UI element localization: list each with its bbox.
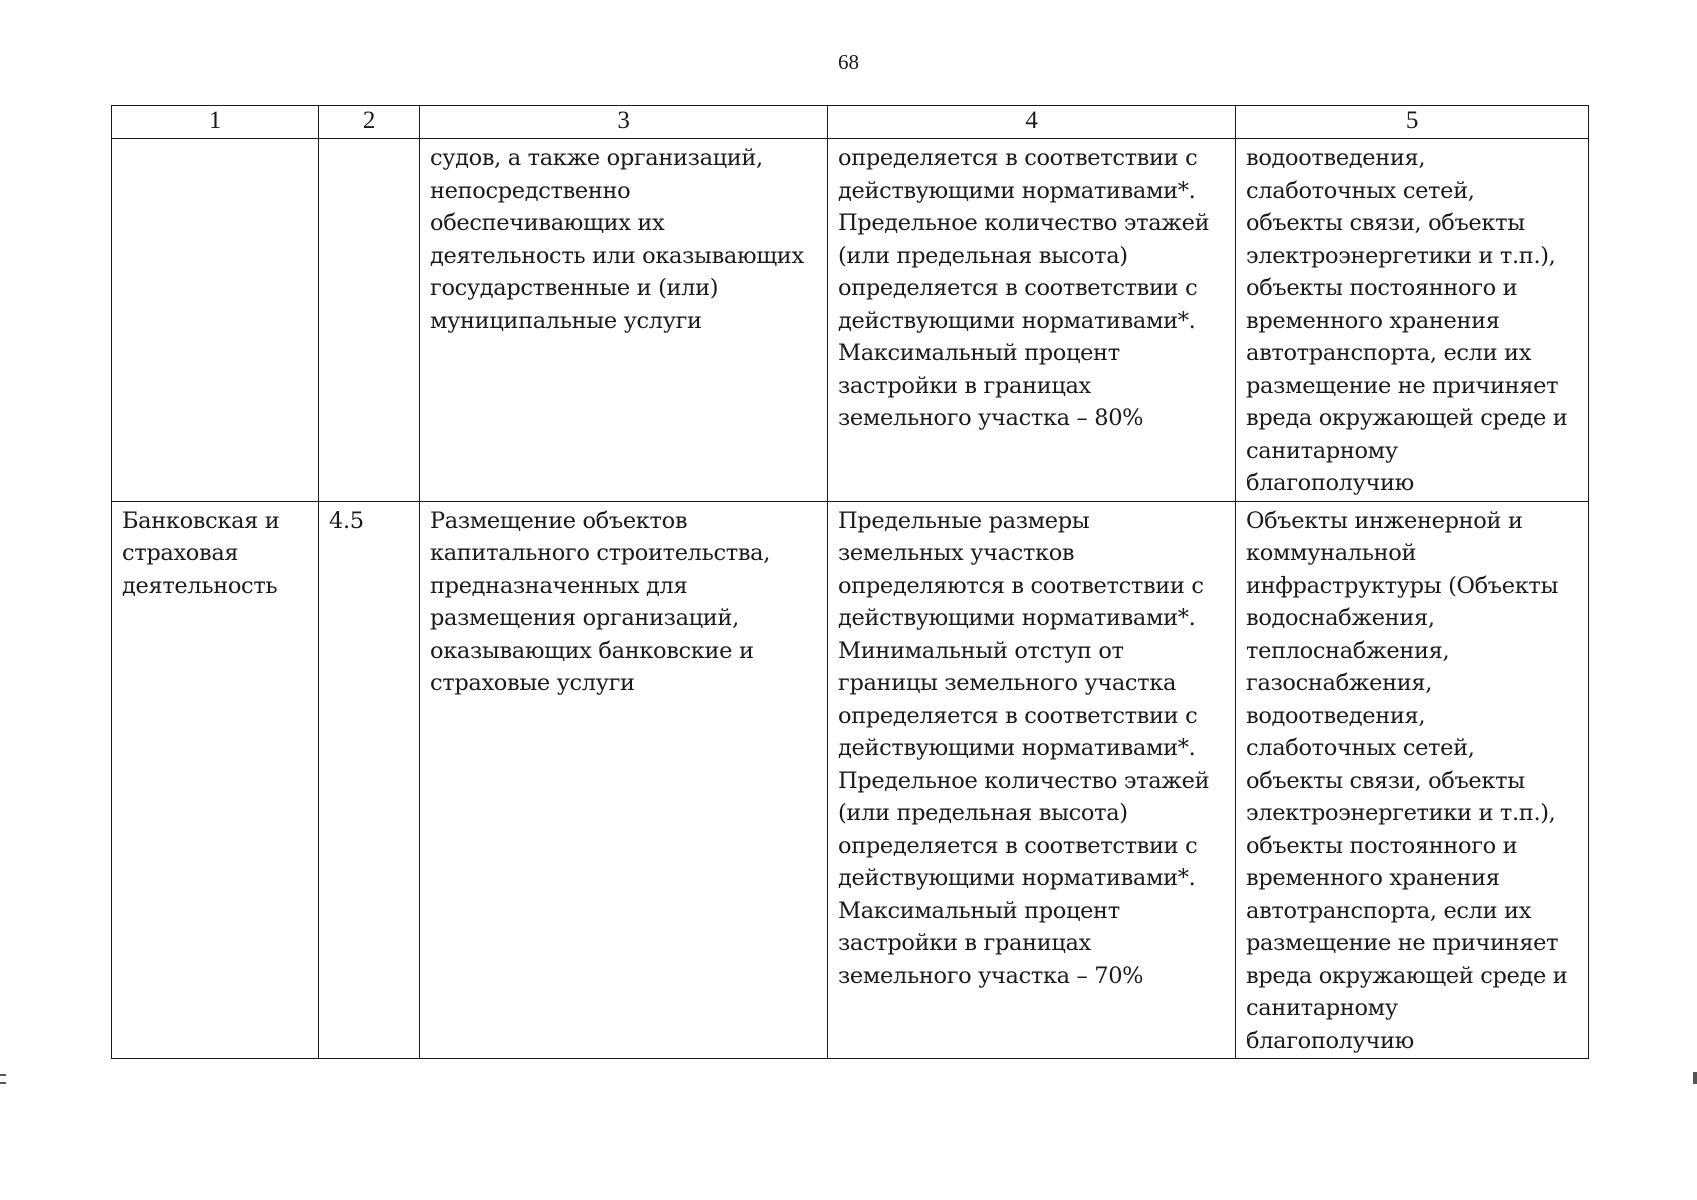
table-row (112, 501, 1589, 1059)
description-cell (420, 139, 828, 502)
zoning-regulations-table (111, 105, 1589, 1059)
code-cell (319, 501, 420, 1059)
scan-mark-right (1693, 1072, 1697, 1084)
column-header-4: 4 (828, 106, 1236, 139)
cell-text: Банковская и страховая деятельность (122, 507, 280, 599)
cell-text: Объекты инженерной и коммунальной инфраструктуры (Объекты водоснабжения, теплоснабжения, газоснабжения, водоотведения, слаботочных сетей, объекты связи, объекты электроэнергетики и т.п.), объекты постоянного и временного хранения автотранспорта, если их размещение не причиняет вреда окружающей среде и санитарному благополучию (1246, 507, 1568, 1054)
auxiliary-uses-cell (1236, 501, 1589, 1059)
column-header-3: 3 (420, 106, 828, 139)
scan-mark-left (0, 1082, 6, 1084)
cell-text: Размещение объектов капитального строительства, предназначенных для размещения организаций, оказывающих банковские и страховые услуги (430, 507, 771, 696)
parameters-cell (828, 501, 1236, 1059)
column-header-1: 1 (112, 106, 319, 139)
column-header-5: 5 (1236, 106, 1589, 139)
cell-text: Предельные размеры земельных участков определяются в соответствии с действующими нормативами*. Минимальный отступ от границы земельного участка определяется в соответствии с действующими нормативами*. Предельное количество этажей (или предельная высота) определяется в соответствии с действующими нормативами*. Максимальный процент застройки в границах земельного участка – 70% (838, 507, 1210, 989)
cell-text: определяется в соответствии с действующими нормативами*. Предельное количество этажей (или предельная высота) определяется в соответствии с действующими нормативами*. Максимальный процент застройки в границах земельного участка – 80% (838, 145, 1210, 431)
table-row (112, 139, 1589, 502)
cell-text: 4.5 (329, 507, 364, 534)
land-use-type-cell (112, 501, 319, 1059)
cell-text: водоотведения, слаботочных сетей, объекты связи, объекты электроэнергетики и т.п.), объекты постоянного и временного хранения автотранспорта, если их размещение не причиняет вреда окружающей среде и санитарному благополучию (1246, 145, 1568, 496)
table-header-row (112, 106, 1589, 139)
scan-mark-left (0, 1074, 6, 1076)
auxiliary-uses-cell (1236, 139, 1589, 502)
parameters-cell (828, 139, 1236, 502)
land-use-type-cell (112, 139, 319, 502)
page-number: 68 (838, 50, 859, 74)
cell-text: судов, а также организаций, непосредственно обеспечивающих их деятельность или оказывающих государственные и (или) муниципальные услуги (430, 145, 804, 334)
column-header-2: 2 (319, 106, 420, 139)
description-cell (420, 501, 828, 1059)
code-cell (319, 139, 420, 502)
